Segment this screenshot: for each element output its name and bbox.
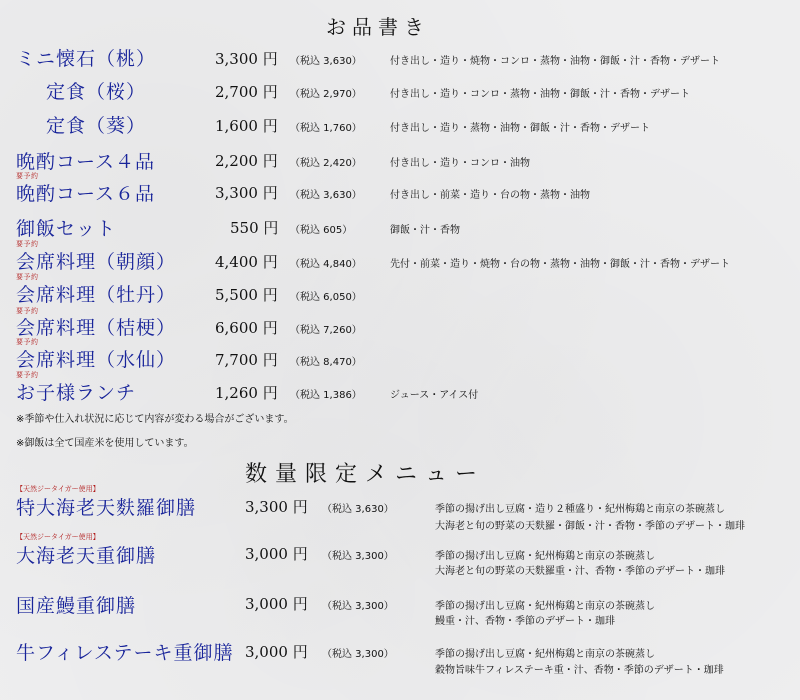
menu-item-tax: （税込 1,386） [290,390,362,401]
menu-item-tax: （税込 3,630） [290,56,362,67]
limited-item-desc: 季節の揚げ出し豆腐・紀州梅鶏と南京の茶碗蒸し [435,601,655,612]
menu-item-desc: 付き出し・造り・コンロ・油物 [390,158,530,169]
limited-item-name: 特大海老天麩羅御膳 [16,497,197,519]
menu-item-name: 御飯セット [16,218,117,240]
menu-item-name: 晩酌コース６品 [16,183,156,205]
menu-item-tax: （税込 8,470） [290,357,362,368]
limited-menu-title: 数量限定メニュー [245,462,486,487]
limited-item-desc: 鰻重・汁、香物・季節のデザート・珈琲 [435,616,615,627]
menu-item-name: 会席料理（朝顔） [16,251,177,273]
menu-item-desc: 付き出し・造り・コンロ・蒸物・油物・御飯・汁・香物・デザート [390,89,690,100]
limited-item-price: 3,000 円 [245,643,308,661]
limited-item-desc: 大海老と旬の野菜の天麩羅・御飯・汁・香物・季節のデザート・珈琲 [435,521,745,532]
menu-item-name: 定食（葵） [46,115,147,137]
menu-item-desc: 先付・前菜・造り・焼物・台の物・蒸物・油物・御飯・汁・香物・デザート [390,259,730,270]
menu-item-price: 5,500 円 [215,286,278,304]
wild-tiger-prawn-tag: 【天然ジータイガー使用】 [16,485,100,493]
menu-item-tax: （税込 1,760） [290,123,362,134]
limited-item-desc: 大海老と旬の野菜の天麩羅重・汁、香物・季節のデザート・珈琲 [435,566,725,577]
menu-item-price: 3,300 円 [215,50,278,68]
menu-item-tax: （税込 2,420） [290,158,362,169]
limited-item-price: 3,000 円 [245,595,308,613]
menu-item-desc: 付き出し・前菜・造り・台の物・蒸物・油物 [390,190,590,201]
menu-note: ※季節や仕入れ状況に応じて内容が変わる場合がございます。 [16,414,294,425]
reservation-required-tag: 要予約 [16,371,39,379]
menu-item-name: ミニ懐石（桃） [16,48,157,70]
limited-item-price: 3,000 円 [245,545,308,563]
limited-item-desc: 季節の揚げ出し豆腐・造り２種盛り・紀州梅鶏と南京の茶碗蒸し [435,504,725,515]
menu-item-tax: （税込 605） [290,225,353,236]
menu-item-name: お子様ランチ [16,382,137,404]
reservation-required-tag: 要予約 [16,273,39,281]
reservation-required-tag: 要予約 [16,338,39,346]
menu-item-desc: 付き出し・造り・蒸物・油物・御飯・汁・香物・デザート [390,123,650,134]
limited-item-tax: （税込 3,300） [322,601,394,612]
limited-item-desc: 季節の揚げ出し豆腐・紀州梅鶏と南京の茶碗蒸し [435,649,655,660]
limited-item-desc: 穀物旨味牛フィレステーキ重・汁、香物・季節のデザート・珈琲 [435,665,724,676]
menu-item-name: 会席料理（牡丹） [16,284,177,306]
reservation-required-tag: 要予約 [16,172,39,180]
limited-item-tax: （税込 3,630） [322,504,394,515]
menu-item-name: 晩酌コース４品 [16,151,156,173]
menu-item-desc: 付き出し・造り・焼物・コンロ・蒸物・油物・御飯・汁・香物・デザート [390,56,720,67]
menu-item-price: 7,700 円 [215,351,278,369]
menu-item-tax: （税込 7,260） [290,325,362,336]
wild-tiger-prawn-tag: 【天然ジータイガー使用】 [16,533,100,541]
menu-item-price: 550 円 [230,219,279,237]
menu-item-desc: ジュース・アイス付 [390,390,479,401]
menu-item-price: 1,260 円 [215,384,278,402]
reservation-required-tag: 要予約 [16,307,39,315]
menu-item-price: 4,400 円 [215,253,278,271]
menu-item-name: 定食（桜） [46,81,147,103]
menu-item-tax: （税込 6,050） [290,292,362,303]
menu-item-tax: （税込 2,970） [290,89,362,100]
menu-item-tax: （税込 3,630） [290,190,362,201]
limited-item-price: 3,300 円 [245,498,308,516]
limited-item-tax: （税込 3,300） [322,649,394,660]
menu-item-name: 会席料理（水仙） [16,349,177,371]
menu-item-price: 3,300 円 [215,184,278,202]
menu-item-price: 2,700 円 [215,83,278,101]
menu-item-price: 2,200 円 [215,152,278,170]
limited-item-name: 大海老天重御膳 [16,545,157,567]
menu-note: ※御飯は全て国産米を使用しています。 [16,438,194,449]
menu-item-desc: 御飯・汁・香物 [390,225,460,236]
menu-title: お品書き [326,15,430,39]
limited-item-tax: （税込 3,300） [322,551,394,562]
menu-item-name: 会席料理（桔梗） [16,317,177,339]
limited-item-name: 牛フィレステーキ重御膳 [16,642,234,664]
menu-item-tax: （税込 4,840） [290,259,362,270]
limited-item-desc: 季節の揚げ出し豆腐・紀州梅鶏と南京の茶碗蒸し [435,551,655,562]
limited-item-name: 国産鰻重御膳 [16,595,137,617]
menu-item-price: 6,600 円 [215,319,278,337]
reservation-required-tag: 要予約 [16,240,39,248]
menu-item-price: 1,600 円 [215,117,278,135]
